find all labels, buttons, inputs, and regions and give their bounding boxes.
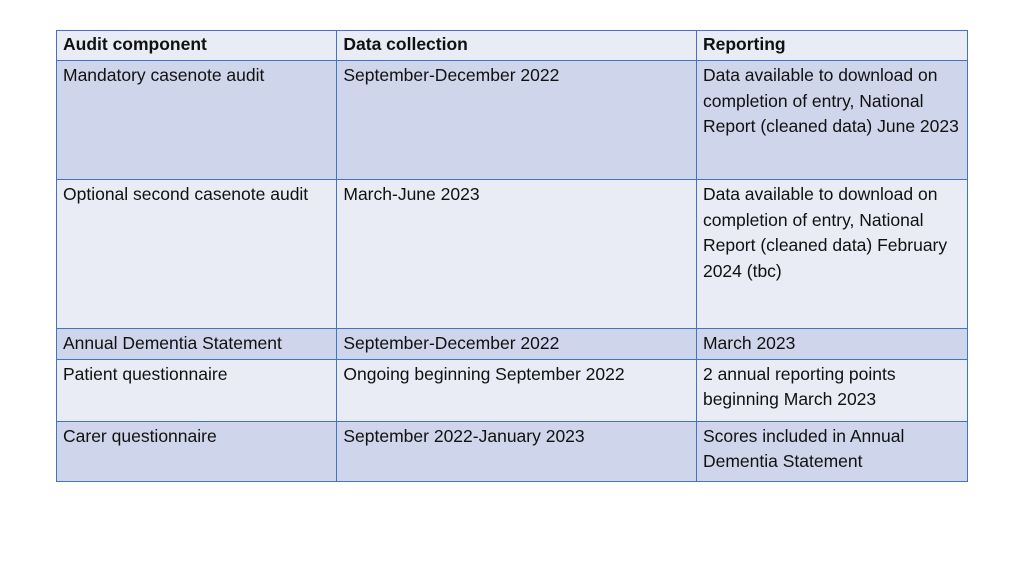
table-row: [57, 61, 968, 180]
data-collection-cell: September-December 2022: [337, 61, 697, 180]
table-row: [57, 329, 968, 360]
reporting-cell: March 2023: [696, 329, 967, 360]
table-row: [57, 180, 968, 329]
reporting-cell: Data available to download on completion of entry, National Report (cleaned data) June 2023: [696, 61, 967, 180]
audit-component-cell: Annual Dementia Statement: [57, 329, 337, 360]
header-audit-component: Audit component: [57, 31, 337, 61]
audit-component-cell: Patient questionnaire: [57, 359, 337, 421]
audit-schedule-table: [56, 30, 968, 482]
audit-component-cell: Carer questionnaire: [57, 421, 337, 481]
header-data-collection: Data collection: [337, 31, 697, 61]
data-collection-cell: September-December 2022: [337, 329, 697, 360]
reporting-cell: 2 annual reporting points beginning March 2023: [696, 359, 967, 421]
reporting-cell: Data available to download on completion of entry, National Report (cleaned data) February 2024 (tbc): [696, 180, 967, 329]
table-row: [57, 421, 968, 481]
data-collection-cell: March-June 2023: [337, 180, 697, 329]
audit-component-cell: Mandatory casenote audit: [57, 61, 337, 180]
reporting-cell: Scores included in Annual Dementia Statement: [696, 421, 967, 481]
table-row: [57, 359, 968, 421]
header-reporting: Reporting: [696, 31, 967, 61]
data-collection-cell: September 2022-January 2023: [337, 421, 697, 481]
data-collection-cell: Ongoing beginning September 2022: [337, 359, 697, 421]
table-header-row: [57, 31, 968, 61]
audit-component-cell: Optional second casenote audit: [57, 180, 337, 329]
